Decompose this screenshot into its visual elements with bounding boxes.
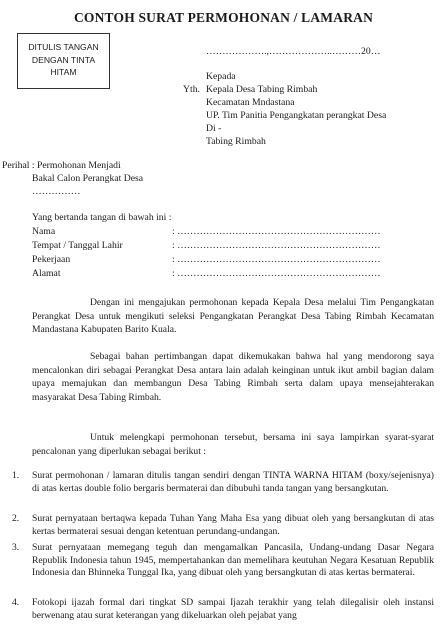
recipient-line: Kecamatan Mndastana	[206, 97, 295, 108]
body-paragraph: Dengan ini mengajukan permohonan kepada Kepala Desa melalui Tim Pengangkatan Perangkat Desa untuk mengikuti seleksi Pengangkatan Perangkat Desa Tabing Rimbah Kecamatan Mandastana Kabupaten Barito Kuala.	[32, 297, 434, 336]
box-line: DENGAN TINTA	[31, 54, 96, 65]
list-number: 1.	[12, 470, 20, 481]
recipient-line: UP. Tim Panitia Pengangkatan perangkat Desa	[206, 110, 387, 121]
handwritten-note-box	[17, 33, 110, 89]
list-number: 4.	[12, 597, 20, 608]
field-label: Tempat / Tanggal Lahir	[32, 240, 123, 251]
recipient-kepada: Kepada	[206, 71, 236, 82]
list-number: 3.	[12, 542, 20, 553]
perihal-line: Perihal : Permohonan Menjadi	[2, 160, 121, 171]
intro-text: Yang bertanda tangan di bawah ini :	[32, 212, 172, 223]
field-label: Alamat	[32, 268, 61, 279]
field-label: Pekerjaan	[32, 254, 71, 265]
date-line: ……………….,………………..………20…	[206, 46, 381, 57]
field-value: : ………………………………………………………	[172, 240, 381, 251]
field-label: Nama	[32, 226, 56, 237]
recipient-line: Kepala Desa Tabing Rimbah	[206, 84, 318, 95]
list-item: Surat permohonan / lamaran ditulis tangan sendiri dengan TINTA WARNA HITAM (boxy/sejenisnya) di atas kertas double folio bergaris bermaterai dan dibubuhi tanda tangan yang bersangkutan.	[32, 470, 434, 494]
body-paragraph: Untuk melengkapi permohonan tersebut, bersama ini saya lampirkan syarat-syarat pencalonan yang diperlukan sebagai berikut :	[32, 432, 434, 457]
recipient-line: Di -	[206, 123, 222, 134]
box-line: HITAM	[50, 67, 77, 77]
field-value: : ………………………………………………………	[172, 254, 381, 265]
list-item: Surat pernyataan bertaqwa kepada Tuhan Yang Maha Esa yang dibuat oleh yang bersangkutan di atas kertas bermaterai sesuai dengan ketentuan perundang-undangan.	[32, 513, 434, 537]
letter-title: CONTOH SURAT PERMOHONAN / LAMARAN	[73, 10, 374, 25]
perihal-line: Bakal Calon Perangkat Desa	[32, 173, 144, 184]
list-item: Fotokopi ijazah formal dari tingkat SD sampai Ijazah terakhir yang telah dilegalisir oleh instansi berwenang atau surat keterangan yang dikeluarkan oleh pejabat yang	[32, 597, 434, 621]
list-item: Surat pernyataan memegang teguh dan mengamalkan Pancasila, Undang-undang Dasar Negara Republik Indonesia tahun 1945, mempertahankan dan memelihara keutuhan Negara Kesatuan Republik Indonesia dan Bhinneka Tunggal Ika, yang dibuat oleh yang bersangkutan di atas kertas bermaterai.	[32, 542, 434, 579]
recipient-yth: Yth.	[183, 84, 200, 95]
body-paragraph: Sebagai bahan pertimbangan dapat dikemukakan bahwa hal yang mendorong saya mencalonkan diri sebagai Perangkat Desa antara lain adalah keinginan untuk ikut ambil bagian dalam upaya memajukan dan membangun Desa Tabing Rimbah serta dalam upaya mensejahterakan masyarakat Desa Tabing Rimbah.	[32, 351, 434, 403]
box-line: DITULIS TANGAN	[28, 42, 99, 52]
perihal-line: ……………	[32, 186, 81, 197]
recipient-line: Tabing Rimbah	[206, 136, 266, 147]
field-value: : ………………………………………………………	[172, 226, 381, 237]
list-number: 2.	[12, 513, 20, 524]
field-value: : ………………………………………………………	[172, 268, 381, 279]
